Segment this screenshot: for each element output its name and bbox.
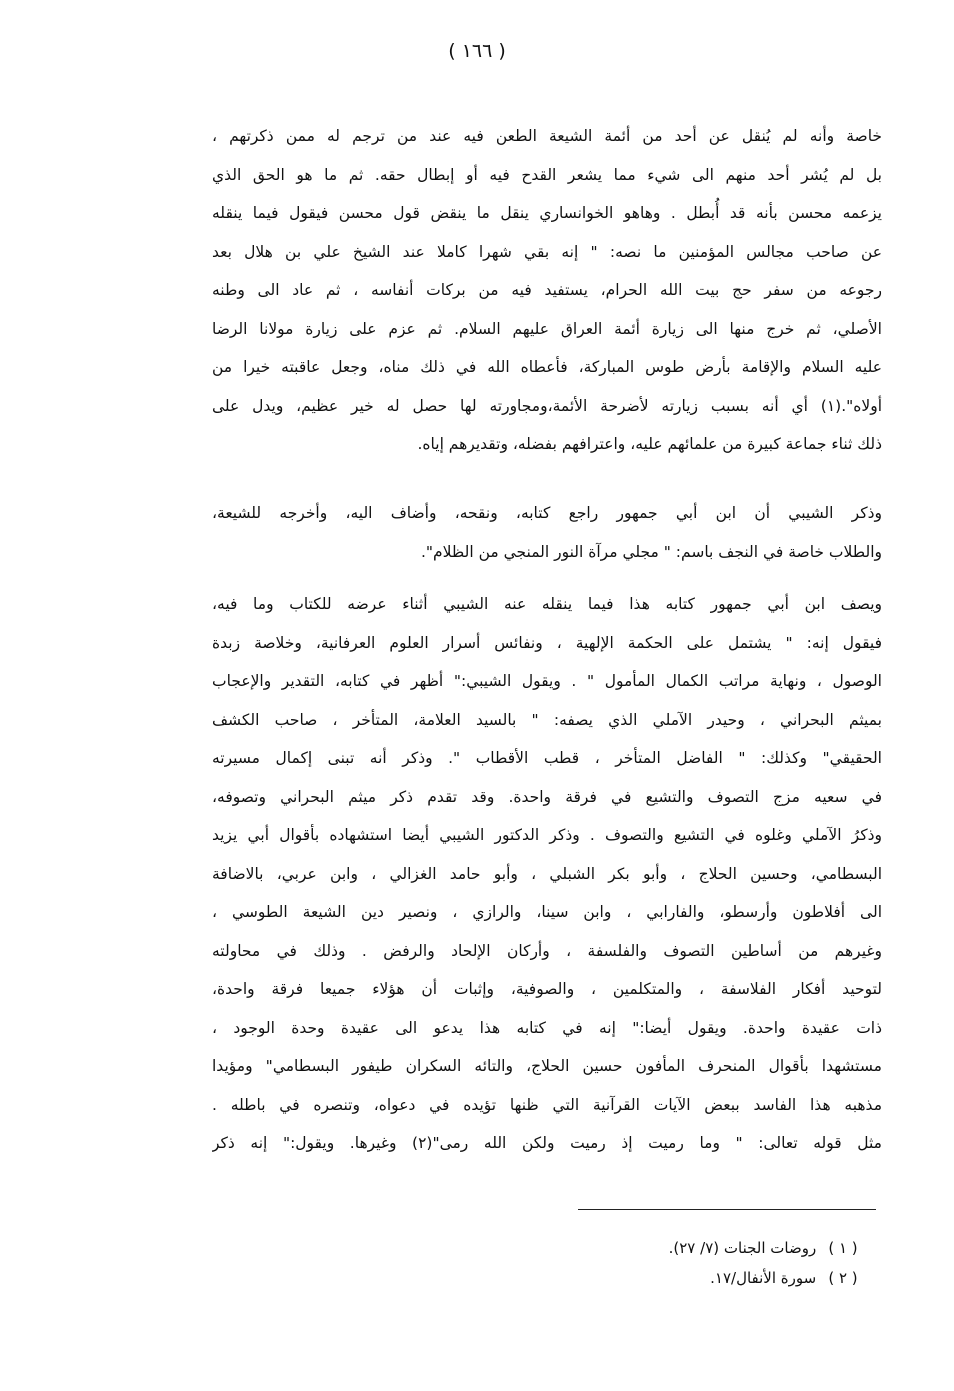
text-line: الأصلي، ثم خرج منها الى زيارة أئمة العراق عليهم السلام. ثم عزم على زيارة مولانا الرضا	[212, 319, 882, 338]
text-line: ويصف ابن أبي جمهور كتابه هذا فيما ينقله عنه الشيبي أثناء عرضه للكتاب وما فيه،	[212, 595, 882, 613]
text-line: مذهبه هذا الفاسد ببعض الآيات القرآنية التي ظنها تؤيده في دعواه، وتنصره في باطله .	[212, 1095, 882, 1114]
footnote	[560, 1263, 865, 1293]
text-line: في سعيه مزج التصوف والتشيع في فرقة واحدة. وقد تقدم ذكر ميثم البحراني وتصوفه،	[212, 787, 882, 806]
footnote-text: روضات الجنات (٧/ ٢٧).	[668, 1239, 817, 1257]
text-line: ذلك ثناء جماعة كبيرة من علمائهم عليه، واعترافهم بفضله، وتقديرهم إياه.	[417, 435, 882, 453]
paragraph-2	[212, 494, 882, 571]
footnotes	[560, 1233, 865, 1293]
text-line: الحقيقي" وكذلك: " الفاضل المتأخر ، قطب الأقطاب ". وذكر أنه تبنى إكمال مسيرته	[212, 749, 882, 767]
text-line: الى أفلاطون وأرسطو، والفارابي ، وابن سينا، والرازي ، ونصير دين الشيعة الطوسي ،	[212, 903, 882, 921]
text-line: أولاه".(١) أي أنه بسبب زيارته لأضرحة الأئمة،ومجاورته لها حصل له خير عظيم، ويدل على	[212, 396, 882, 415]
text-line: الوصول ، ونهاية مراتب الكمال المأمول " . ويقول الشيبي:" أظهر في كتابه، التقدير والإعجاب	[212, 672, 882, 690]
text-line: خاصة وأنه لم يُنقل عن أحد من أئمة الشيعة الطعن فيه عند من ترجم له ممن ذكرتهم ،	[212, 127, 882, 145]
text-line: فيقول إنه: " يشتمل على الحكمة الإلهية ، ونفائس أسرار العلوم العرفانية، وخلاصة زبدة	[212, 633, 882, 652]
text-line: بل لم يُشر أحد منهم الى شيء مما يشعر القدح فيه أو إبطال حقه. ثم ما هو الحق الذي	[212, 165, 882, 184]
paragraph-3	[212, 585, 882, 1163]
page-number: ( ١٦٦ )	[448, 40, 506, 62]
text-line: وذكر الشيبي أن ابن أبي جمهور راجع كتابه، ونقحه، وأضاف اليه، وأخرجه للشيعة،	[212, 504, 882, 522]
text-line: مثل قوله تعالى: " وما رميت إذ رميت ولكن الله رمى"(٢) وغيرها. ويقول:" إنه ذكر	[212, 1134, 882, 1152]
footnote-text: سورة الأنفال/١٧.	[710, 1269, 817, 1287]
footnote-divider	[578, 1209, 876, 1210]
text-line: ذات عقيدة واحدة. ويقول أيضا:" إنه في كتابه هذا يدعو الى عقيدة وحدة الوجود ،	[212, 1018, 882, 1037]
paragraph-1	[212, 117, 882, 464]
footnote-number: ( ١ )	[828, 1239, 858, 1257]
text-line: عليه السلام والإقامة بأرض طوس المباركة، فأعطاه الله في ذلك مناه، وجعل عاقبته خيرا من	[212, 358, 882, 376]
text-line: البسطامي، وحسين الحلاج ، وأبو بكر الشبلي ، وأبو حامد الغزالي ، وابن عربي، بالاضافة	[212, 864, 882, 883]
footnote	[560, 1233, 865, 1263]
text-line: وغيرهم من أساطين التصوف والفلسفة ، وأركان الإلحاد والرفض . وذلك في محاولته	[212, 941, 882, 960]
text-line: وذكرُ الآملي وغلوه في التشيع والتصوف . وذكر الدكتور الشيبي أيضا استشهاده بأقوال أبي يزيد	[212, 826, 882, 844]
footnote-number: ( ٢ )	[828, 1269, 858, 1287]
text-line: عن صاحب مجالس المؤمنين ما نصه: " إنه بقي شهرا كاملا عند الشيخ علي بن هلال بعد	[212, 242, 882, 261]
text-line: لتوحيد أفكار الفلاسفة ، والمتكلمين ، والصوفية، وإثبات أن هؤلاء جميعا فرقة واحدة،	[212, 980, 882, 998]
text-line: بميثم البحراني ، وحيدر الآملي الذي يصفه: " بالسيد العلامة، المتأخر ، صاحب الكشف	[212, 710, 882, 729]
text-line: مستشهدا بأقوال المنحرف المأفون حسين الحلاج، والتائه السكران طيفور البسطامي" ومؤيدا	[212, 1057, 882, 1075]
text-line: يزعمه محسن بأنه قد أُبطل . وهاهو الخوانساري ينقل ما ينقض قول محسن فيقول فيما ينقله	[212, 204, 882, 222]
text-line: رجوعه من سفر حج بيت الله الحرام، يستفيد فيه من بركات أنفاسه ، ثم عاد الى وطنه	[212, 281, 882, 299]
text-line: والطلاب خاصة في النجف باسم: " مجلي مرآة النور المنجي من الظلام".	[421, 542, 882, 561]
